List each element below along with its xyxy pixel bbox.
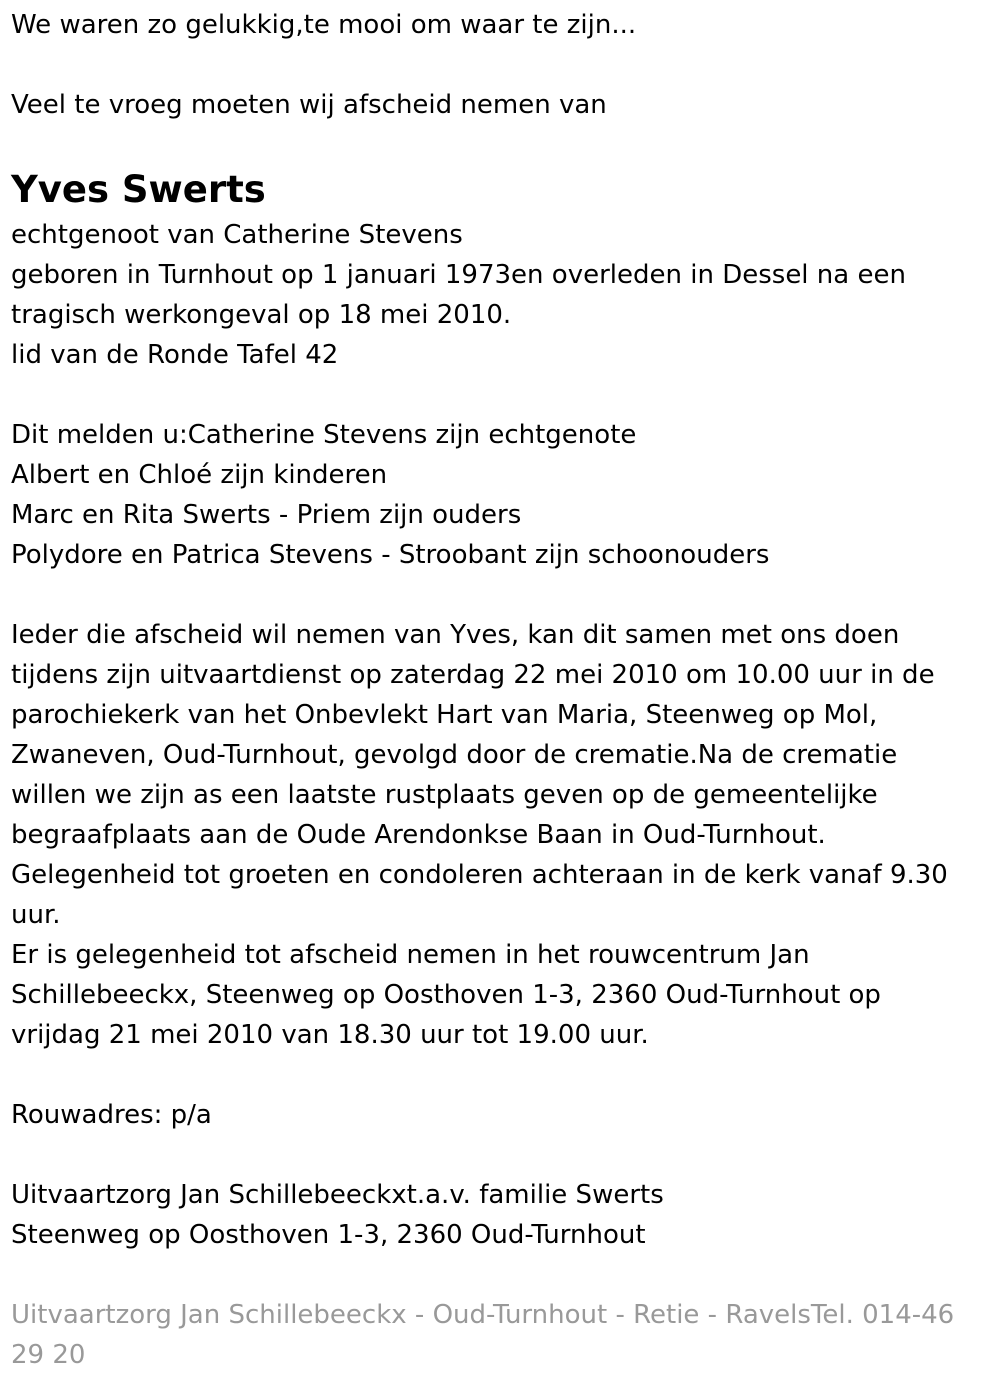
ceremony-line: parochiekerk van het Onbevlekt Hart van Maria, Steenweg op Mol, (11, 700, 878, 730)
family-line: Dit melden u:Catherine Stevens zijn echtgenote (11, 420, 637, 450)
intro-line: Veel te vroeg moeten wij afscheid nemen van (11, 90, 607, 120)
ceremony-line: tijdens zijn uitvaartdienst op zaterdag 22 mei 2010 om 10.00 uur in de (11, 660, 935, 690)
family-line: Marc en Rita Swerts - Priem zijn ouders (11, 500, 522, 530)
spacer (11, 575, 986, 615)
ceremony-line: vrijdag 21 mei 2010 van 18.30 uur tot 19.00 uur. (11, 1020, 649, 1050)
deceased-detail: lid van de Ronde Tafel 42 (11, 340, 339, 370)
spacer (11, 375, 986, 415)
obituary-document (11, 5, 986, 1375)
footer-line: 29 20 (11, 1340, 86, 1370)
family-line: Albert en Chloé zijn kinderen (11, 460, 388, 490)
ceremony-line: Ieder die afscheid wil nemen van Yves, kan dit samen met ons doen (11, 620, 900, 650)
spacer (11, 1255, 986, 1295)
address-line: Uitvaartzorg Jan Schillebeeckxt.a.v. familie Swerts (11, 1180, 664, 1210)
spacer (11, 1135, 986, 1175)
intro-line: We waren zo gelukkig,te mooi om waar te zijn... (11, 10, 637, 40)
ceremony-line: Zwaneven, Oud-Turnhout, gevolgd door de crematie.Na de crematie (11, 740, 898, 770)
address-label: Rouwadres: p/a (11, 1100, 212, 1130)
ceremony-line: Schillebeeckx, Steenweg op Oosthoven 1-3, 2360 Oud-Turnhout op (11, 980, 881, 1010)
deceased-detail: geboren in Turnhout op 1 januari 1973en overleden in Dessel na een (11, 260, 906, 290)
ceremony-line: begraafplaats aan de Oude Arendonkse Baan in Oud-Turnhout. (11, 820, 826, 850)
address-line: Steenweg op Oosthoven 1-3, 2360 Oud-Turnhout (11, 1220, 646, 1250)
deceased-detail: echtgenoot van Catherine Stevens (11, 220, 463, 250)
spacer (11, 1055, 986, 1095)
spacer (11, 125, 986, 165)
ceremony-line: Er is gelegenheid tot afscheid nemen in het rouwcentrum Jan (11, 940, 810, 970)
ceremony-line: Gelegenheid tot groeten en condoleren achteraan in de kerk vanaf 9.30 (11, 860, 948, 890)
ceremony-line: uur. (11, 900, 61, 930)
footer-line: Uitvaartzorg Jan Schillebeeckx - Oud-Turnhout - Retie - RavelsTel. 014-46 (11, 1300, 955, 1330)
deceased-detail: tragisch werkongeval op 18 mei 2010. (11, 300, 512, 330)
deceased-name: Yves Swerts (11, 168, 266, 211)
ceremony-line: willen we zijn as een laatste rustplaats geven op de gemeentelijke (11, 780, 878, 810)
family-line: Polydore en Patrica Stevens - Stroobant zijn schoonouders (11, 540, 770, 570)
spacer (11, 45, 986, 85)
